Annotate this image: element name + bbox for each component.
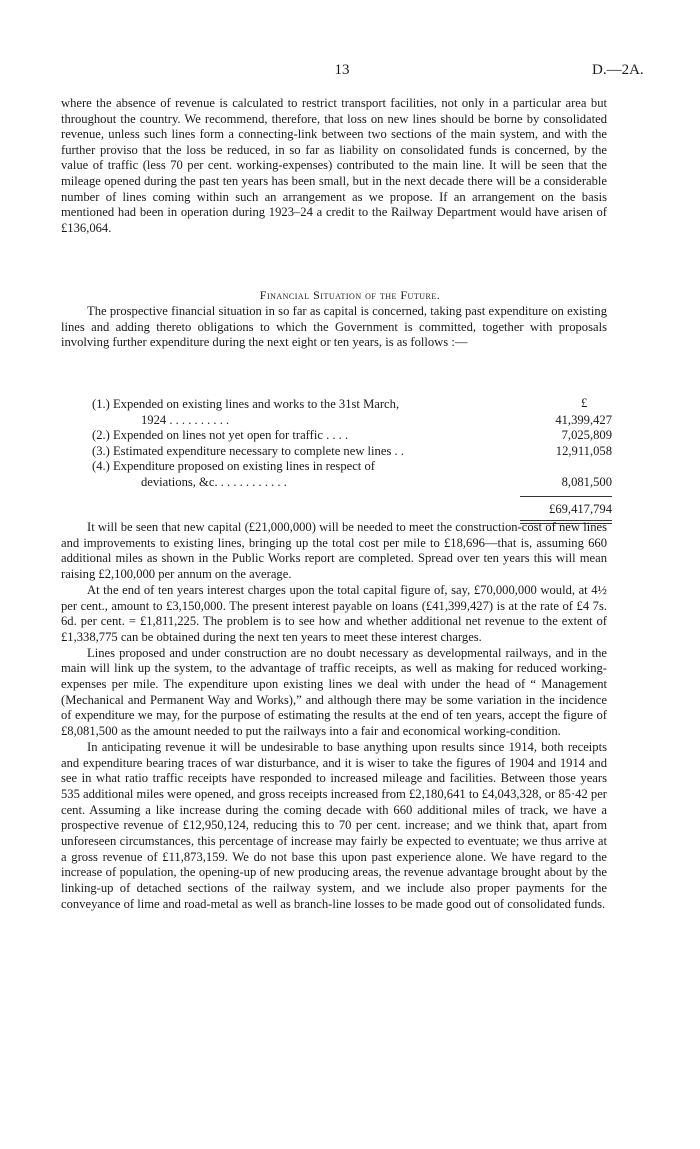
item-4-label-cont: deviations, &c. . . . . . . . . . . . (141, 474, 287, 489)
item-2-amount: 7,025,809 (561, 428, 612, 443)
intro-text-block (61, 96, 607, 236)
item-1-label: (1.) Expended on existing lines and works to the 31st March, (92, 397, 400, 411)
prospective-text-block (61, 304, 607, 351)
currency-symbol: £ (581, 396, 588, 410)
table-row (92, 397, 612, 413)
item-2-label: (2.) Expended on lines not yet open for traffic . . . . (92, 428, 349, 443)
table-row (92, 475, 612, 491)
table-row (92, 502, 612, 518)
item-4-label: (4.) Expenditure proposed on existing lines in respect of (92, 459, 375, 474)
table-row (92, 413, 612, 429)
page-number: 13 (334, 62, 350, 78)
paragraph: At the end of ten years interest charges upon the total capital figure of, say, £70,000,000 would, at 4½ per cent., amount to £3,150,000. The present interest payable on loans (£41,399,427) is at the rate of £4 7s. 6d. per cent. = £1,811,225. The problem is to see how and whether additional net revenue to the extent of £1,338,775 can be obtained during the next ten years to meet these interest charges. (61, 582, 607, 644)
table-row (92, 428, 612, 444)
total-row (92, 502, 612, 518)
section-heading: Financial Situation of the Future. (259, 288, 441, 302)
item-3-amount: 12,911,058 (555, 443, 612, 458)
item-3-label: (3.) Estimated expenditure necessary to complete new lines . . (92, 443, 404, 458)
paragraph: In anticipating revenue it will be undesirable to base anything upon results since 1914, both receipts and expenditure bearing traces of war disturbance, and it is wiser to take the figures of 1904 and 1914 and see in what ratio traffic receipts have responded to increased mileage and facilities. Between those years 535 additional miles were opened, and gross receipts increased from £2,180,641 to £4,043,328, or 85·42 per cent. Assuming a like increase during the coming decade with 660 additional miles of track, we have a prospective revenue of £12,950,124, reducing this to 70 per cent. increase; and we think that, apart from unforeseen circumstances, this percentage of increase may fairly be expected to eventuate; we thus arrive at a gross revenue of £11,873,159. We do not base this upon past experience alone. We have regard to the increase of population, the opening-up of new producing areas, the revenue advantage brought about by the linking-up of detached sections of the railway system, and we include also proper payments for the conveyance of lime and road-metal as well as branch-line losses to be made good out of consolidated funds. (61, 739, 607, 911)
table-row (92, 444, 612, 460)
table-row (92, 459, 612, 475)
document-reference: D.—2A. (592, 62, 644, 78)
prospective-paragraph: The prospective financial situation in so far as capital is concerned, taking past expenditure on existing lines and adding thereto obligations to which the Government is committed, together with proposals involving further expenditure during the next eight or ten years, is as follows :— (61, 304, 607, 350)
paragraph: Lines proposed and under construction are no doubt necessary as developmental railways, and in the main will link up the system, to the advantage of traffic receipts, as well as making for reduced working-expenses per mile. The expenditure upon existing lines we deal with under the head of “ Management (Mechanical and Permanent Way and Works),” and although there may be some variation in the incidence of expenditure we may, for the purpose of estimating the results at the end of ten years, accept the figure of £8,081,500 as the amount needed to put the railways into a fair and economical working-condition. (61, 645, 607, 739)
sum-rule (520, 496, 612, 497)
total-amount: £69,417,794 (549, 502, 612, 516)
item-1-amount: 41,399,427 (555, 412, 612, 427)
paragraph: It will be seen that new capital (£21,000,000) will be needed to meet the construction-cost of new lines and improvements to existing lines, bringing up the total cost per mile to £18,696—that is, assuming 660 additional miles as shown in the Public Works report are completed. Spread over ten years this will mean raising £2,100,000 per annum on the average. (61, 520, 607, 582)
body-text-block (61, 520, 607, 913)
item-4-amount: 8,081,500 (561, 474, 612, 489)
item-1-label-cont: 1924 . . . . . . . . . . (141, 412, 230, 427)
expenditure-table (92, 397, 612, 491)
intro-paragraph: where the absence of revenue is calculated to restrict transport facilities, not only in a particular area but throughout the country. We recommend, therefore, that loss on new lines should be borne by consolidated revenue, unless such lines form a connecting-link between two sections of the main system, and with the further proviso that the loss be reduced, in so far as liability on consolidated funds is concerned, by the value of traffic (less 70 per cent. working-expenses) contributed to the main line. It will be seen that the mileage opened during the past ten years has been small, but in the next decade there will be a considerable number of lines coming within such an arrangement as we propose. If an arrangement on the basis mentioned had been in operation during 1923–24 a credit to the Railway Department would have arisen of £136,064. (61, 96, 607, 235)
